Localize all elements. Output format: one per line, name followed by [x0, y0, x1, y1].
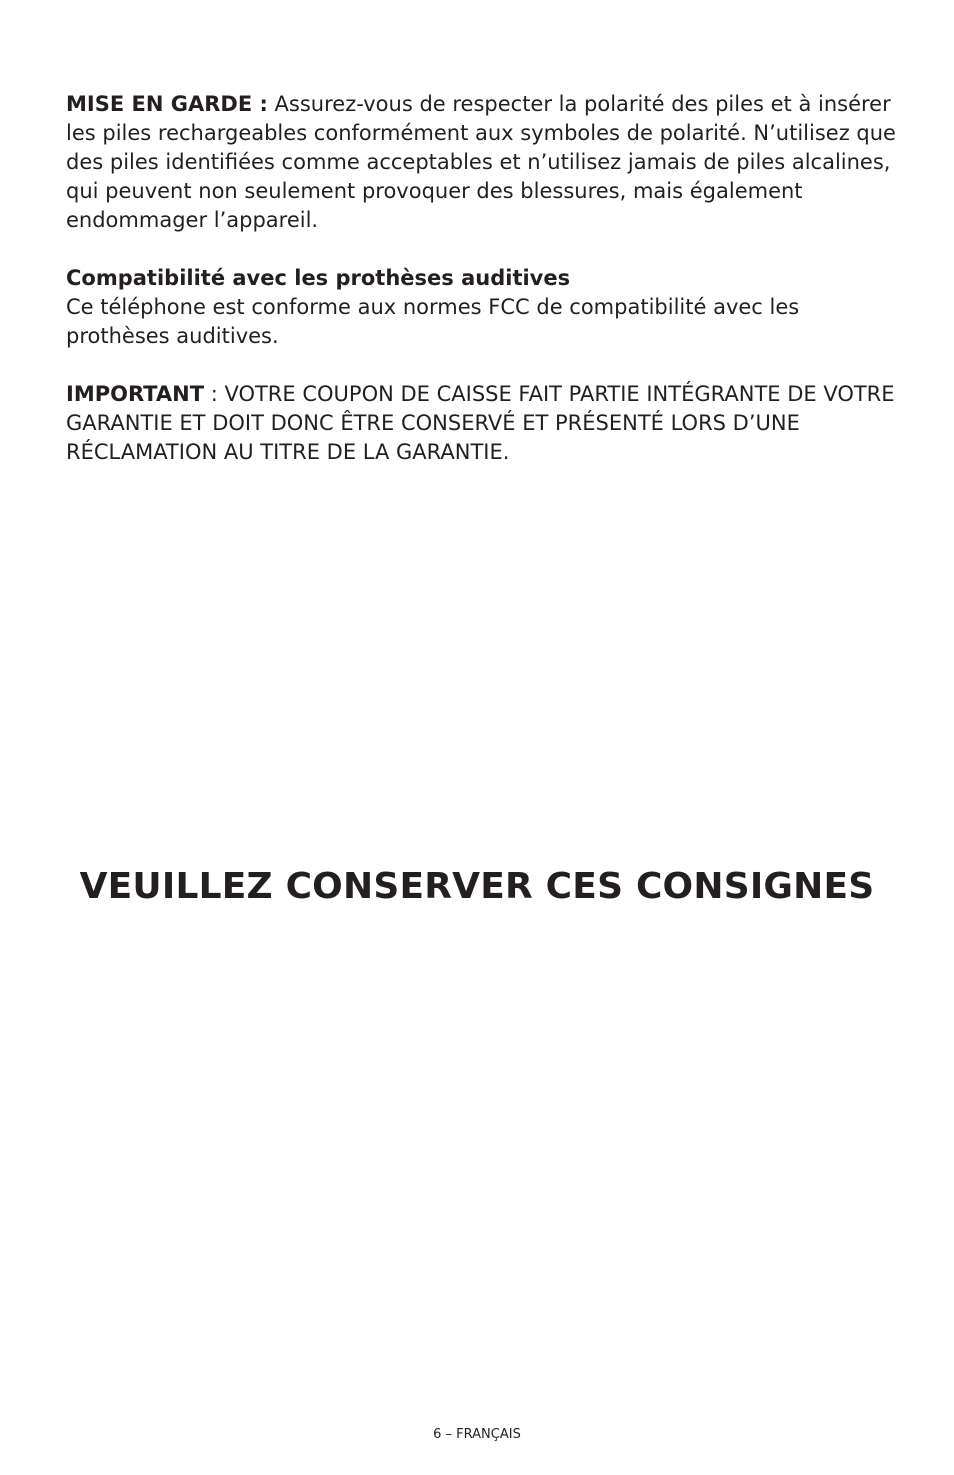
page-footer: 6 – FRANÇAIS [433, 1427, 521, 1442]
save-instructions-heading: VEUILLEZ CONSERVER CES CONSIGNES [79, 866, 875, 907]
document-body [66, 90, 896, 496]
hearing-aid-text: Ce téléphone est conforme aux normes FCC de compatibilité avec les prothèses auditives. [66, 295, 800, 348]
hearing-aid-section [66, 264, 896, 351]
warning-text: Assurez-vous de respecter la polarité des piles et à insérer les piles rechargeables conformément aux symboles de polarité. N’utilisez que des piles identifiées comme acceptables et n’utilisez jamais de piles alcalines, qui peuvent non seulement provoquer des blessures, mais également endommager l’appareil. [66, 92, 896, 232]
hearing-aid-title: Compatibilité avec les prothèses auditives [66, 266, 571, 290]
warning-paragraph [66, 90, 896, 235]
important-paragraph [66, 380, 896, 467]
warning-label: MISE EN GARDE : [66, 92, 268, 116]
important-label: IMPORTANT [66, 382, 205, 406]
important-text: : VOTRE COUPON DE CAISSE FAIT PARTIE INTÉGRANTE DE VOTRE GARANTIE ET DOIT DONC ÊTRE CONSERVÉ ET PRÉSENTÉ LORS D’UNE RÉCLAMATION AU TITRE DE LA GARANTIE. [66, 382, 895, 464]
